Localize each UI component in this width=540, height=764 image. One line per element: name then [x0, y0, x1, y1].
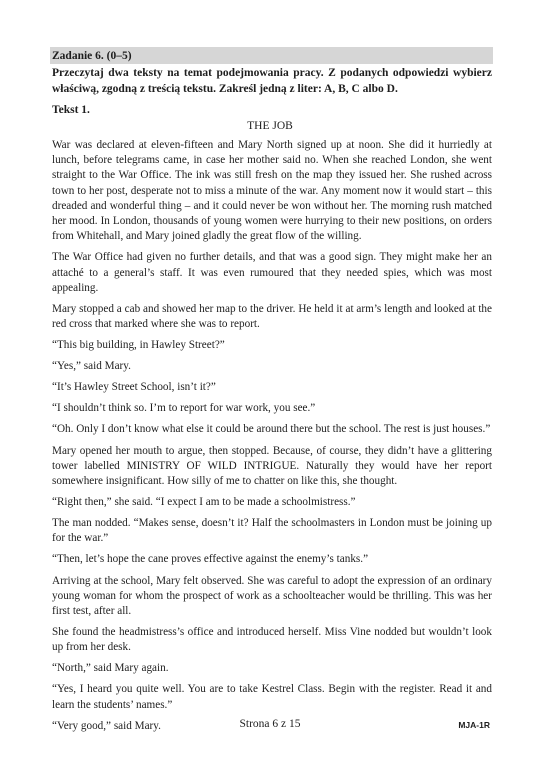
paragraph: Arriving at the school, Mary felt observed. She was careful to adopt the expression of an ordinary young woman for whom the prospect of work as a schoolteacher would be thrilling. This was her first test, after all.: [52, 574, 492, 617]
task-instruction: Przeczytaj dwa teksty na temat podejmowania pracy. Z podanych odpowiedzi wybierz właściwą, zgodną z treścią tekstu. Zakreśl jedną z liter: A, B, C albo D.: [52, 67, 492, 95]
paragraph: “I shouldn’t think so. I’m to report for war work, you see.”: [52, 402, 316, 415]
paragraph: “Very good,” said Mary.: [52, 719, 161, 732]
paragraph: “Then, let’s hope the cane proves effective against the enemy’s tanks.”: [52, 553, 369, 566]
paragraph: “Yes,” said Mary.: [52, 360, 131, 373]
story-body: [52, 138, 492, 740]
paragraph: “Yes, I heard you quite well. You are to take Kestrel Class. Begin with the register. Read it and learn the students’ names.”: [52, 683, 492, 711]
exam-code: MJA-1R: [458, 720, 490, 730]
paragraph: “This big building, in Hawley Street?”: [52, 339, 225, 352]
paragraph: Mary stopped a cab and showed her map to the driver. He held it at arm’s length and looked at the red cross that marked where she was to report.: [52, 302, 492, 331]
paragraph: “North,” said Mary again.: [52, 662, 169, 675]
paragraph: Mary opened her mouth to argue, then stopped. Because, of course, they didn’t have a glittering tower labelled MINISTRY OF WILD INTRIGUE. Naturally they would have her report somewhere insignificant. How silly of me to chatter on like this, she thought.: [52, 444, 492, 487]
story-title: THE JOB: [247, 120, 293, 132]
paragraph: The War Office had given no further details, and that was a good sign. They might make her an attaché to a general’s staff. It was even rumoured that they needed spies, which was most appealing.: [52, 251, 492, 294]
text-label: Tekst 1.: [52, 104, 90, 116]
paragraph: She found the headmistress’s office and introduced herself. Miss Vine nodded but wouldn’t look up from her desk.: [52, 626, 492, 654]
paragraph: The man nodded. “Makes sense, doesn’t it? Half the schoolmasters in London must be joining up for the war.”: [52, 517, 492, 545]
paragraph: “Right then,” she said. “I expect I am to be made a schoolmistress.”: [52, 496, 356, 509]
paragraph: “Oh. Only I don’t know what else it could be around there but the school. The rest is just houses.”: [52, 423, 491, 436]
paragraph: “It’s Hawley Street School, isn’t it?”: [52, 381, 216, 394]
task-title: Zadanie 6. (0–5): [52, 50, 132, 62]
paragraph: War was declared at eleven-fifteen and Mary North signed up at noon. She did it hurriedly at lunch, before telegrams came, in case her mother said no. When she reached London, she went straight to the War Office. The ink was still fresh on the map they issued her. She rushed across town to her post, desperate not to miss a minute of the war. Any moment now it would start – this dreaded and wonderful thing – and it could never be won without her. The morning rush matched her mood. In London, thousands of young women were hurrying to their new positions, on orders from Whitehall, and Mary joined gladly the great flow of the willing.: [52, 139, 492, 243]
page-number: Strona 6 z 15: [239, 718, 301, 730]
